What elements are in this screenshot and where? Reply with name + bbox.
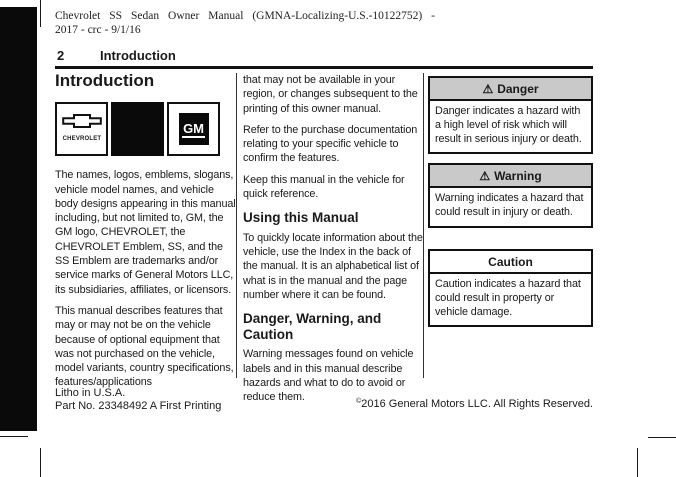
trademark-paragraph: The names, logos, emblems, slogans, vehicle model names, and vehicle body designs appearing in this manual including, but not limited to, GM, the GM logo, CHEVROLET, the CHEVROLET Emblem, SS, and the SS Emblem are trademarks and/or service marks of General Motors LLC, its subsidiaries, affiliates, or licensors. — [55, 169, 236, 296]
proof-header — [55, 10, 435, 37]
crop-mark — [40, 448, 41, 477]
warning-box-body: Warning indicates a hazard that could result in injury or death. — [435, 192, 584, 219]
caution-box-header — [430, 251, 591, 274]
footer-left — [55, 387, 221, 413]
warning-box-header — [430, 165, 591, 188]
danger-box-title: Danger — [497, 82, 539, 96]
danger-warning-caution-heading: Danger, Warning, and Caution — [243, 311, 382, 342]
danger-box-body: Danger indicates a hazard with a high level of risk which will result in serious injury or death. — [435, 105, 582, 145]
page-number: 2 — [57, 48, 65, 63]
section-rule — [55, 66, 593, 69]
features-paragraph: This manual describes features that may or may not be on the vehicle because of optional equipment that was not purchased on the vehicle, model variants, country specifications, features/applications — [55, 304, 234, 389]
index-paragraph: To quickly locate information about the vehicle, use the Index in the back of the manual. It is an alphabetical list of what is in the manual and the page number where it can be found. — [243, 231, 423, 302]
chevrolet-bowtie-icon — [62, 113, 102, 129]
column-1 — [55, 71, 237, 397]
part-number-line: Part No. 23348492 A First Printing — [55, 400, 222, 412]
crop-mark — [637, 448, 638, 477]
availability-paragraph: that may not be available in your region, or changes subsequent to the printing of this owner manual. — [243, 74, 418, 115]
purchase-doc-paragraph: Refer to the purchase documentation relating to your specific vehicle to confirm the features. — [243, 123, 418, 165]
chevrolet-logo — [55, 102, 108, 156]
column-2 — [243, 73, 425, 412]
danger-box — [428, 76, 593, 154]
litho-line: Litho in U.S.A. — [55, 387, 126, 399]
warning-triangle-icon: ⚠ — [482, 82, 494, 96]
copyright-symbol: © — [356, 398, 362, 405]
crop-mark — [648, 437, 676, 438]
ss-emblem — [111, 102, 164, 156]
crop-mark — [40, 0, 41, 27]
brand-logos — [55, 102, 237, 156]
gm-wordmark: GM — [183, 120, 204, 136]
warning-box-title: Warning — [494, 169, 542, 184]
copyright-line — [356, 398, 593, 410]
column-3 — [428, 76, 593, 327]
caution-box-title: Caution — [488, 254, 533, 269]
keep-manual-paragraph: Keep this manual in the vehicle for quick reference. — [243, 173, 405, 201]
proof-line-1: Chevrolet SS Sedan Owner Manual (GMNA-Localizing-U.S.-10122752) - — [55, 10, 435, 22]
crop-mark — [0, 436, 28, 437]
copyright-text: 2016 General Motors LLC. All Rights Reserved. — [361, 398, 593, 410]
warning-messages-paragraph: Warning messages found on vehicle labels and in this manual describe hazards and what to do to avoid or reduce them. — [243, 348, 414, 404]
caution-box — [428, 249, 593, 327]
gm-mark-icon — [179, 113, 209, 145]
danger-box-header — [430, 78, 591, 101]
proof-line-2: 2017 - crc - 9/1/16 — [55, 23, 141, 36]
using-manual-heading: Using this Manual — [243, 210, 359, 226]
caution-box-body: Caution indicates a hazard that could result in property or vehicle damage. — [435, 277, 581, 318]
section-title: Introduction — [100, 48, 176, 63]
chevrolet-wordmark: CHEVROLET — [62, 134, 101, 142]
intro-heading: Introduction — [55, 71, 155, 90]
warning-box — [428, 163, 593, 228]
scan-edge-bar — [0, 7, 37, 431]
warning-triangle-icon: ⚠ — [479, 169, 491, 184]
gm-logo — [167, 102, 220, 156]
